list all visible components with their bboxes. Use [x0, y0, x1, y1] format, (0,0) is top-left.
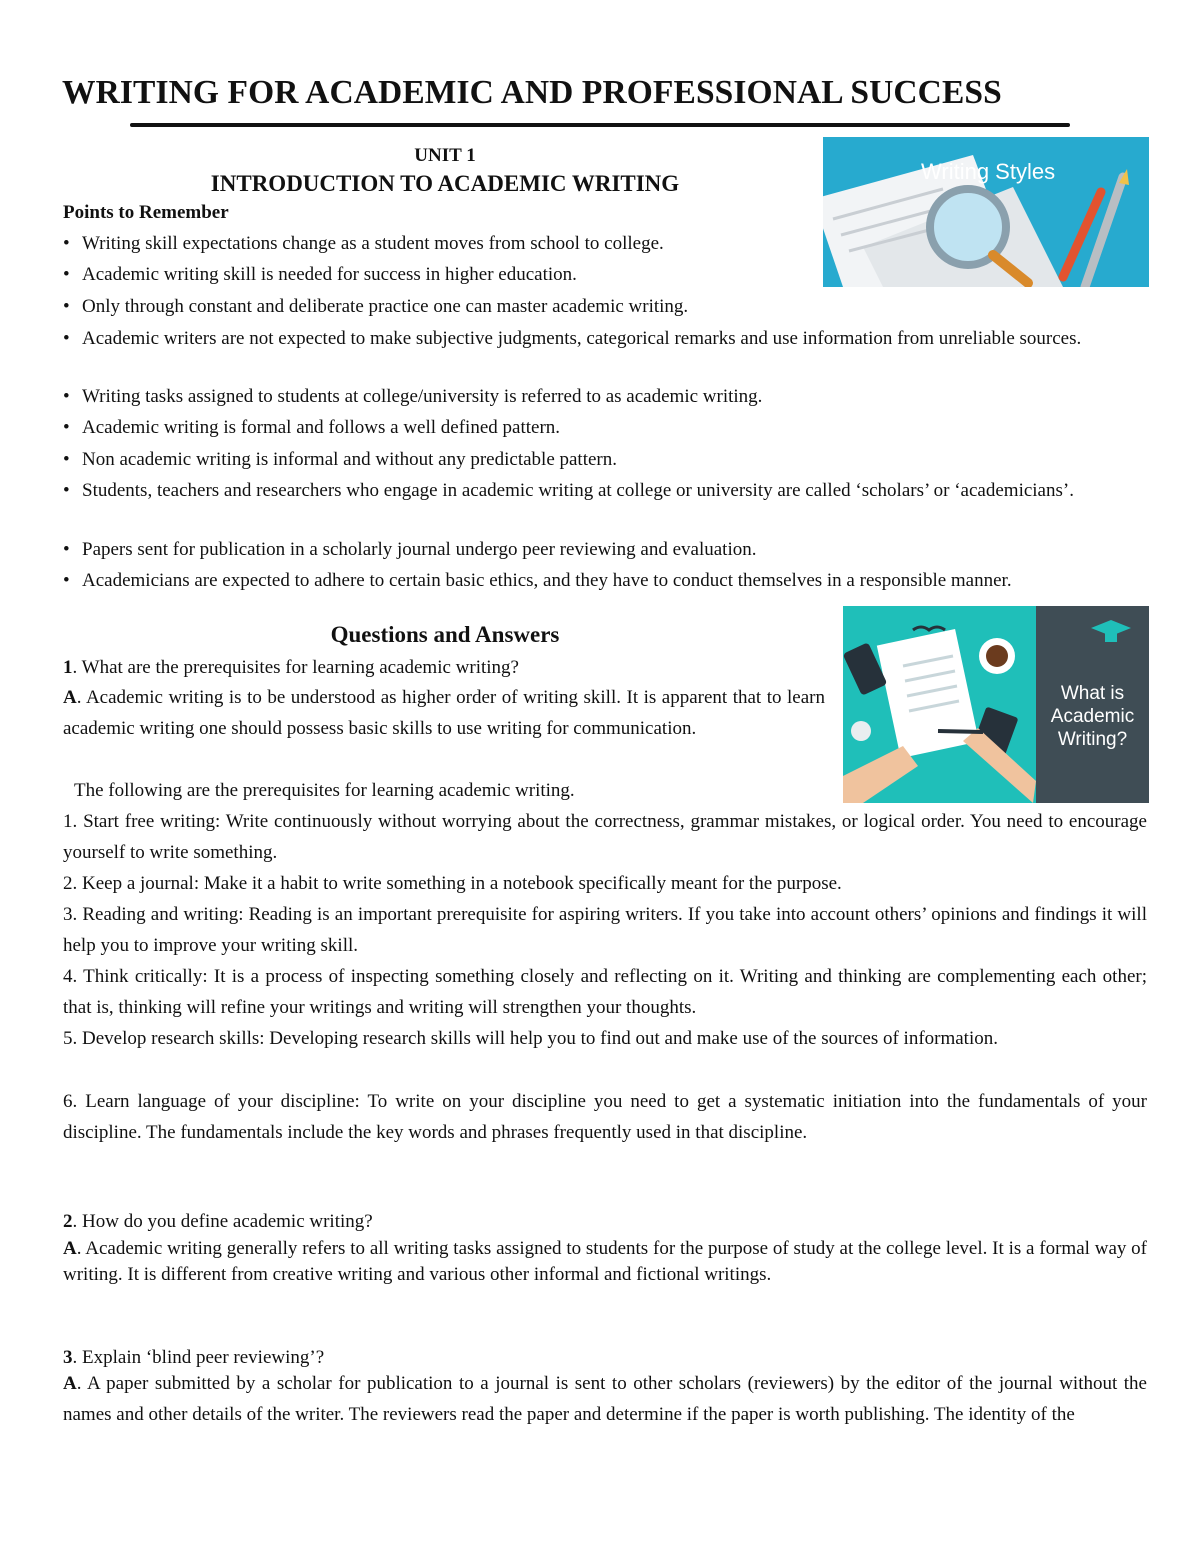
bullet-text: Non academic writing is informal and without any predictable pattern. — [82, 449, 617, 470]
bullet-item — [63, 262, 577, 287]
bullet-text: Academic writing skill is needed for success in higher education. — [82, 264, 577, 285]
bullet-text: Only through constant and deliberate practice one can master academic writing. — [82, 296, 689, 317]
question-number: 1 — [63, 657, 73, 678]
question-1 — [63, 655, 519, 680]
bullet-marker: • — [63, 264, 70, 285]
what-is-academic-writing-caption — [1036, 682, 1149, 751]
bullet-marker: • — [63, 417, 70, 438]
points-heading: Points to Remember — [63, 202, 229, 223]
unit-label: UNIT 1 — [414, 145, 476, 166]
bullet-text: Writing skill expectations change as a student moves from school to college. — [82, 233, 664, 254]
question-3 — [63, 1345, 324, 1370]
answer-1 — [63, 682, 825, 744]
bullet-text: Academic writing is formal and follows a well defined pattern. — [82, 417, 561, 438]
answer-label: A — [63, 1373, 77, 1394]
bullet-text: Academic writers are not expected to make subjective judgments, categorical remarks and use information from unreliable sources. — [82, 328, 1082, 349]
bullet-marker: • — [63, 539, 70, 560]
question-text: . What are the prerequisites for learning academic writing? — [72, 657, 519, 678]
page-title: WRITING FOR ACADEMIC AND PROFESSIONAL SUCCESS — [62, 74, 1002, 111]
hand-icon — [843, 746, 918, 803]
bullet-marker: • — [63, 296, 70, 317]
writing-styles-caption: Writing Styles — [921, 159, 1056, 184]
answer-text: . Academic writing is to be understood as higher order of writing skill. It is apparent that to learn academic writing one should possess basic skills to use writing for communication. — [63, 687, 825, 739]
bullet-text: Writing tasks assigned to students at college/university is referred to as academic writing. — [82, 386, 763, 407]
answer-label: A — [63, 1238, 77, 1259]
crumpled-paper-icon — [851, 721, 871, 741]
answer-label: A — [63, 687, 77, 708]
bullet-item — [63, 326, 1147, 352]
bullet-item — [63, 537, 756, 562]
bullet-marker: • — [63, 480, 70, 501]
bullet-item — [63, 568, 1147, 594]
question-number: 3 — [63, 1347, 73, 1368]
question-number: 2 — [63, 1211, 73, 1232]
answer-3 — [63, 1368, 1147, 1430]
caption-line: What is — [1060, 683, 1125, 704]
prereq-item: 4. Think critically: It is a process of inspecting something closely and reflecting on it. Writing and thinking are complementing each other; that is, thinking will refine your writings and writing will strengthen your thoughts. — [63, 966, 1147, 1018]
bullet-marker: • — [63, 386, 70, 407]
bullet-item — [63, 478, 1147, 504]
qa-heading: Questions and Answers — [330, 622, 560, 647]
bullet-marker: • — [63, 570, 70, 591]
bullet-marker: • — [63, 449, 70, 470]
what-is-academic-writing-image — [843, 606, 1149, 803]
graduation-cap-icon — [1091, 620, 1131, 642]
bullet-text: Academicians are expected to adhere to certain basic ethics, and they have to conduct themselves in a responsible manner. — [82, 570, 1012, 591]
answer-2 — [63, 1236, 1147, 1288]
caption-line: Academic — [1050, 706, 1135, 727]
bullet-item — [63, 384, 762, 409]
unit-title: INTRODUCTION TO ACADEMIC WRITING — [210, 171, 680, 196]
title-rule — [130, 123, 1070, 127]
answer-text: . Academic writing generally refers to all writing tasks assigned to students for the purpose of study at the college level. It is a formal way of writing. It is different from creative writing and various other informal and fictional writings. — [63, 1238, 1147, 1285]
question-text: . How do you define academic writing? — [72, 1211, 373, 1232]
bullet-text: Papers sent for publication in a scholarly journal undergo peer reviewing and evaluation. — [82, 539, 757, 560]
prereq-item: 1. Start free writing: Write continuously without worrying about the correctness, grammar mistakes, or logical order. You need to encourage yourself to write something. — [63, 811, 1147, 863]
prereq-item: 5. Develop research skills: Developing research skills will help you to find out and make use of the sources of information. — [63, 1028, 998, 1049]
answer-text: . A paper submitted by a scholar for publication to a journal is sent to other scholars (reviewers) by the editor of the journal without the names and other details of the writer. The reviewers read the paper and determine if the paper is worth publishing. The identity of the — [63, 1373, 1147, 1425]
bullet-item — [63, 294, 688, 319]
bullet-marker: • — [63, 328, 70, 349]
caption-line: Writing? — [1057, 729, 1128, 750]
paper-sheet-icon — [877, 629, 979, 758]
prereq-item: 6. Learn language of your discipline: To write on your discipline you need to get a systematic initiation into the fundamentals of your discipline. The fundamentals include the key words and phrases frequently used in that discipline. — [63, 1091, 1147, 1143]
bullet-item — [63, 447, 617, 472]
bullet-item — [63, 231, 664, 256]
pen-icon — [938, 731, 983, 732]
bullet-marker: • — [63, 233, 70, 254]
question-2 — [63, 1209, 373, 1234]
writing-styles-image — [823, 137, 1149, 287]
bullet-text: Students, teachers and researchers who engage in academic writing at college or university are called ‘scholars’ or ‘academicians’. — [82, 480, 1074, 501]
prereq-item: 3. Reading and writing: Reading is an important prerequisite for aspiring writers. If you take into account others’ opinions and findings it will help you to improve your writing skill. — [63, 904, 1147, 956]
prereq-item: 2. Keep a journal: Make it a habit to write something in a notebook specifically meant for the purpose. — [63, 873, 842, 894]
question-text: . Explain ‘blind peer reviewing’? — [72, 1347, 325, 1368]
prereq-intro: The following are the prerequisites for learning academic writing. — [74, 780, 575, 801]
glasses-icon — [913, 627, 945, 630]
bullet-item — [63, 415, 560, 440]
